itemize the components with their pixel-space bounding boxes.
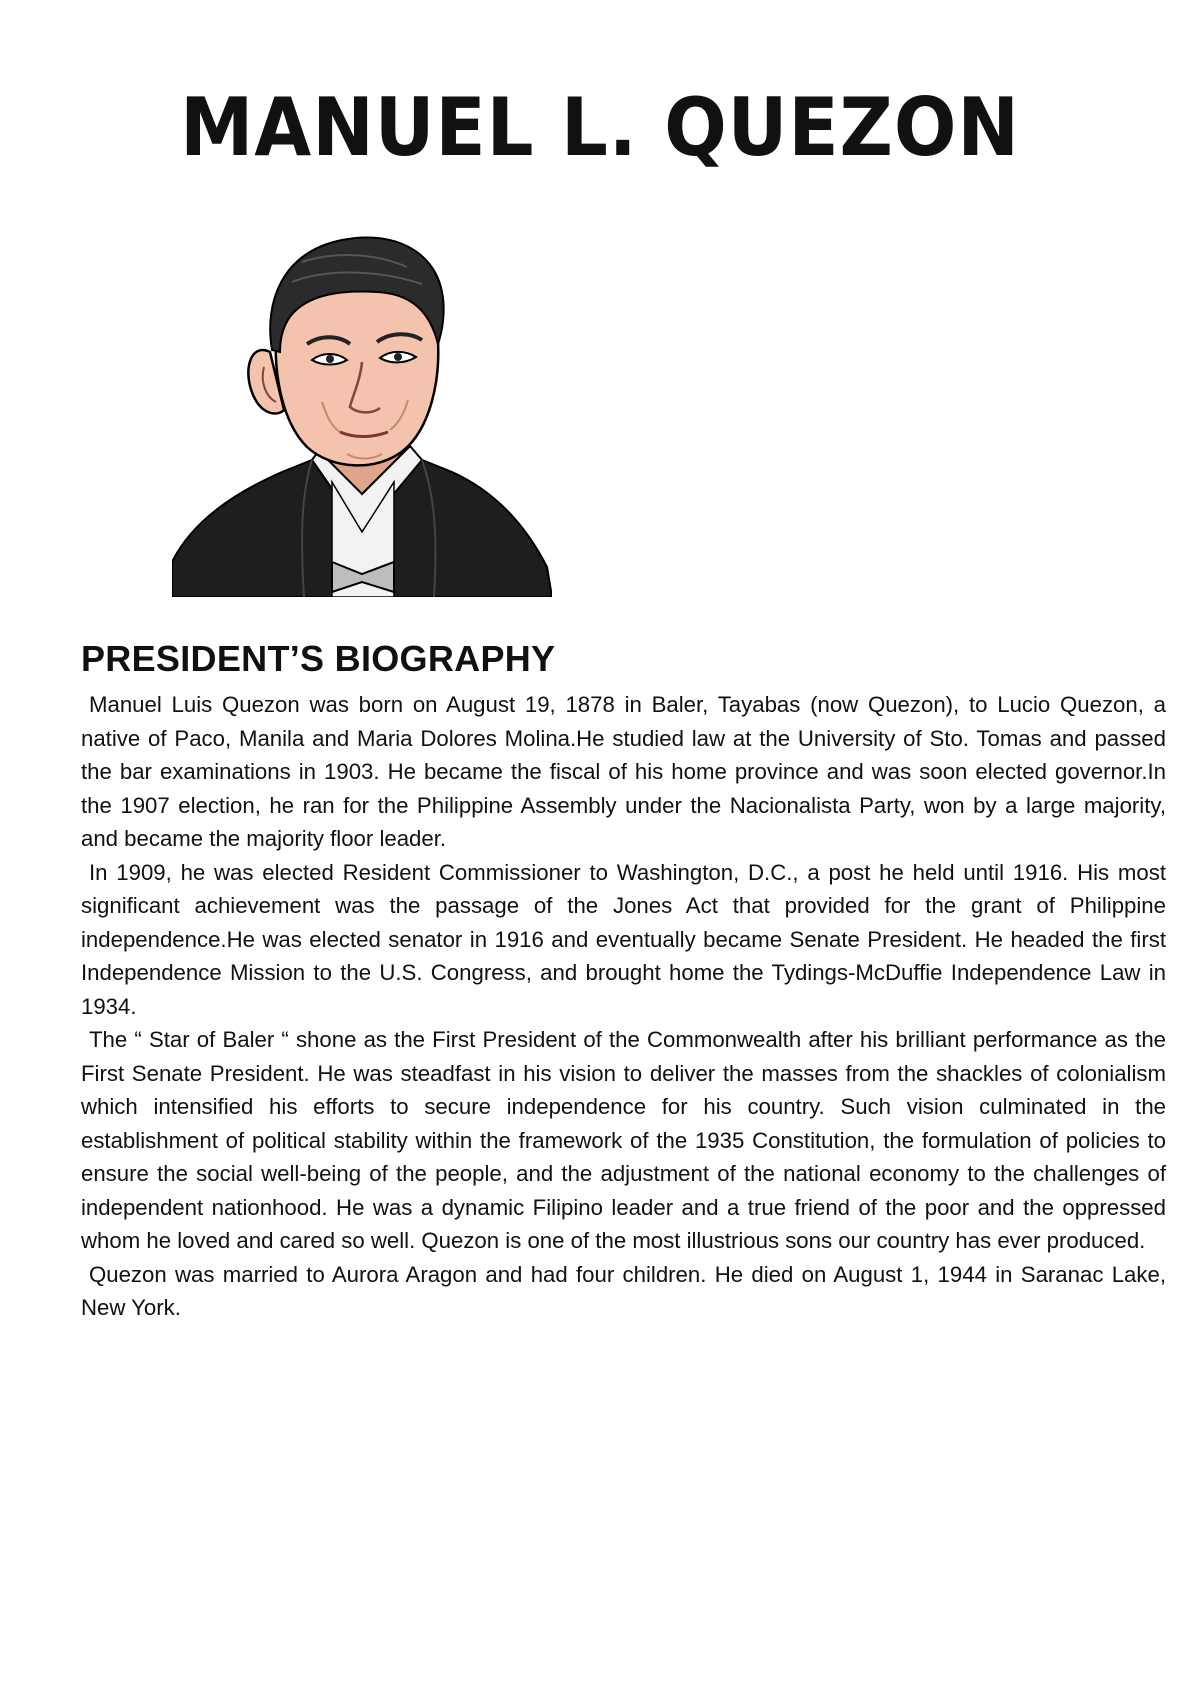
biography-paragraph: Quezon was married to Aurora Aragon and had four children. He died on August 1, 1944 in Saranac Lake, New York. <box>81 1261 1166 1320</box>
biography-body <box>81 688 1166 1325</box>
president-portrait-illustration-icon <box>172 232 552 597</box>
section-heading: PRESIDENT’S BIOGRAPHY <box>81 638 556 679</box>
page-title: MANUEL L. QUEZON <box>180 81 1020 174</box>
biography-paragraph: In 1909, he was elected Resident Commissioner to Washington, D.C., a post he held until 1916. His most significant achievement was the passage of the Jones Act that provided for the grant of Philippine independence.He was elected senator in 1916 and eventually became Senate President. He headed the first Independence Mission to the U.S. Congress, and brought home the Tydings-McDuffie Independence Law in 1934. <box>81 859 1166 1019</box>
biography-paragraph: The “ Star of Baler “ shone as the First President of the Commonwealth after his brilliant performance as the First Senate President. He was steadfast in his vision to deliver the masses from the shackles of colonialism which intensified his efforts to secure independence for his country. Such vision culminated in the establishment of political stability within the framework of the 1935 Constitution, the formulation of policies to ensure the social well-being of the people, and the adjustment of the national economy to the challenges of independent nationhood. He was a dynamic Filipino leader and a true friend of the poor and the oppressed whom he loved and cared so well. Quezon is one of the most illustrious sons our country has ever produced. <box>81 1027 1166 1253</box>
biography-paragraph: Manuel Luis Quezon was born on August 19, 1878 in Baler, Tayabas (now Quezon), to Lucio Quezon, a native of Paco, Manila and Maria Dolores Molina.He studied law at the University of Sto. Tomas and passed the bar examinations in 1903. He became the fiscal of his home province and was soon elected governor.In the 1907 election, he ran for the Philippine Assembly under the Nacionalista Party, won by a large majority, and became the majority floor leader. <box>81 692 1166 851</box>
